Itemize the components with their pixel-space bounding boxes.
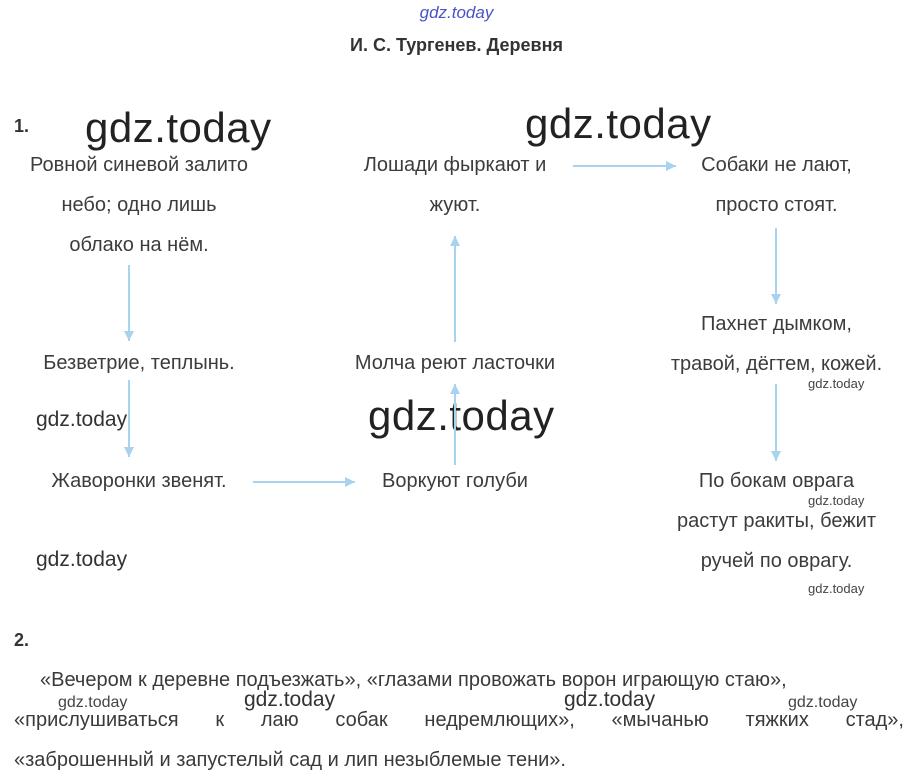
watermark: gdz.today: [36, 408, 128, 431]
node-line: Пахнет дымком,: [701, 313, 852, 335]
node-line: растут ракиты, бежит: [676, 510, 876, 532]
node-line: Ровной синевой залито: [30, 154, 248, 176]
node-larks: Жаворонки звенят.: [51, 470, 227, 492]
node-line: По бокам оврага: [698, 470, 855, 492]
node-line: Собаки не лают,: [701, 154, 852, 176]
node-calm: Безветрие, теплынь.: [43, 352, 235, 374]
watermark: gdz.today: [244, 688, 336, 711]
watermark: gdz.today: [808, 493, 865, 508]
node-line: жуют.: [429, 194, 481, 216]
watermark-top: gdz.today: [419, 3, 494, 22]
node-smell: [640, 304, 913, 384]
node-horses: [310, 145, 600, 225]
question-2-label: 2.: [14, 630, 30, 650]
node-swallows: Молча реют ласточки: [354, 352, 556, 374]
node-doves: Воркуют голуби: [382, 470, 528, 492]
watermark: gdz.today: [368, 392, 555, 439]
node-line: просто стоят.: [715, 194, 838, 216]
question-1-label: 1.: [14, 116, 30, 136]
watermark: gdz.today: [788, 694, 858, 711]
node-line: облако на нём.: [69, 234, 209, 256]
answer-line: «Вечером к деревне подъезжать», «глазами провожать ворон играющую стаю»,: [40, 669, 787, 691]
watermark: gdz.today: [58, 694, 128, 711]
answer-2-text: [14, 660, 904, 780]
watermark: gdz.today: [808, 376, 865, 391]
node-line: Лошади фыркают и: [363, 154, 547, 176]
answer-line: «заброшенный и запустелый сад и лип незыблемые тени».: [14, 749, 566, 771]
node-line: небо; одно лишь: [61, 194, 217, 216]
node-line: ручей по оврагу.: [700, 550, 853, 572]
watermark: gdz.today: [808, 581, 865, 596]
page-title: И. С. Тургенев. Деревня: [350, 35, 563, 55]
watermark: gdz.today: [525, 100, 712, 147]
watermark: gdz.today: [564, 688, 656, 711]
watermark: gdz.today: [85, 104, 272, 151]
node-line: травой, дёгтем, кожей.: [670, 353, 883, 375]
node-ravine: [640, 461, 913, 581]
watermark: gdz.today: [36, 548, 128, 571]
answer-line: «прислушиваться к лаю собак недремлющих», «мычанью тяжких стад»,: [14, 709, 904, 731]
node-dogs: [640, 145, 913, 225]
node-sky: [0, 145, 278, 265]
